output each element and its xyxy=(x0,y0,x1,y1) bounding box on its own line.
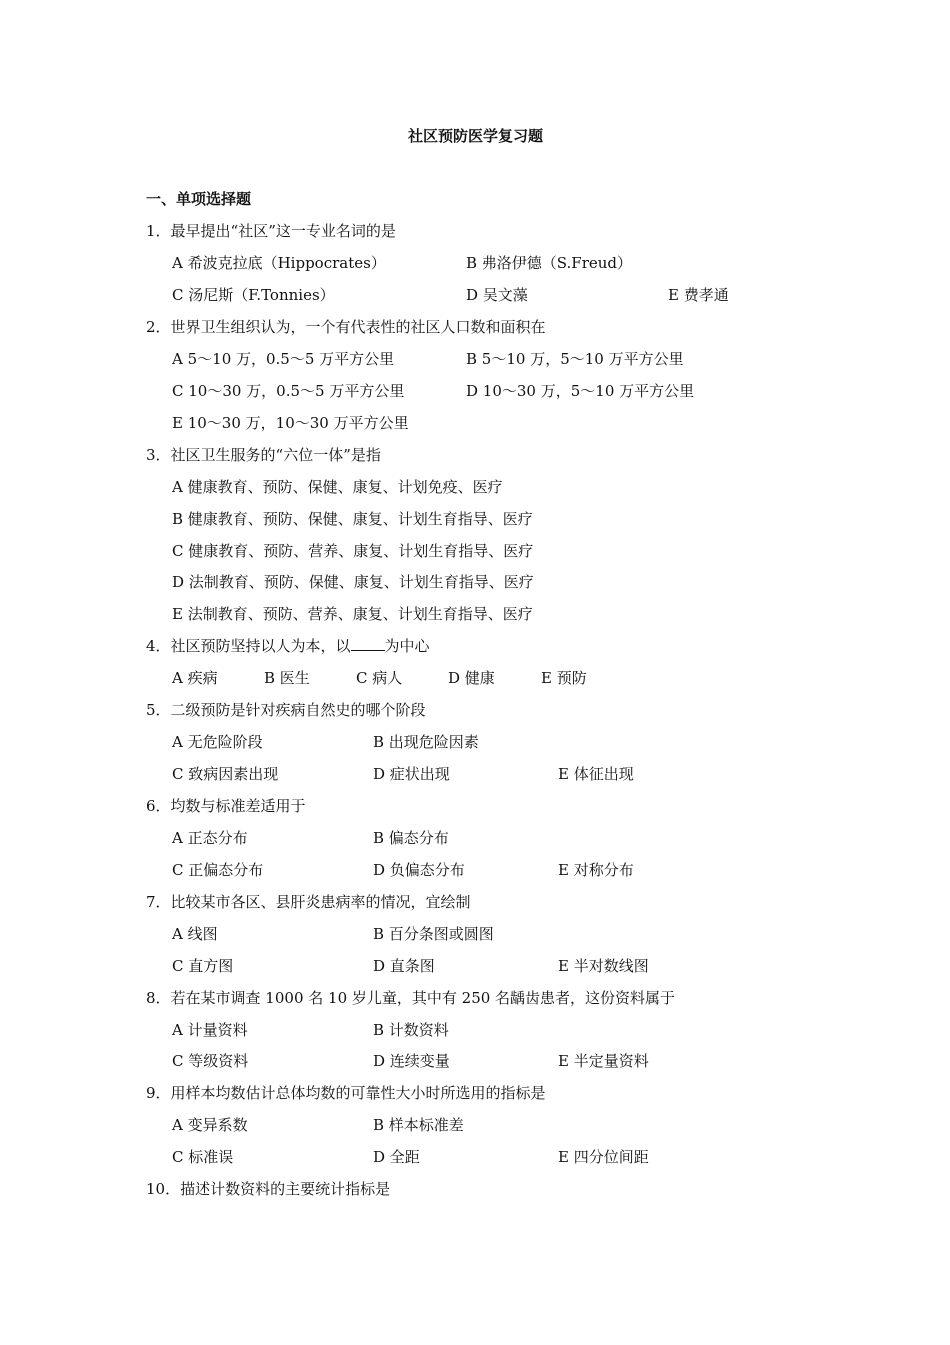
question-6-option-d: D 负偏态分布 xyxy=(373,861,465,879)
question-4-option-d: D 健康 xyxy=(448,669,495,687)
question-7-option-d: D 直条图 xyxy=(373,957,435,975)
question-8-option-e: E 半定量资料 xyxy=(558,1052,649,1070)
question-3-option-c: C 健康教育、预防、营养、康复、计划生育指导、医疗 xyxy=(172,542,534,560)
question-5-option-d: D 症状出现 xyxy=(373,765,450,783)
question-1-stem: 1．最早提出“社区”这一专业名词的是 xyxy=(146,222,396,240)
question-4-stem-after: 为中心 xyxy=(384,637,430,655)
question-4-stem-before: 4．社区预防坚持以人为本，以 xyxy=(146,637,351,655)
question-8-option-c: C 等级资料 xyxy=(172,1052,249,1070)
question-3-option-a: A 健康教育、预防、保健、康复、计划免疫、医疗 xyxy=(172,478,503,496)
question-6-option-a: A 正态分布 xyxy=(172,829,248,847)
question-3-option-d: D 法制教育、预防、保健、康复、计划生育指导、医疗 xyxy=(172,573,534,591)
question-7-option-c: C 直方图 xyxy=(172,957,234,975)
question-8-stem: 8．若在某市调查 1000 名 10 岁儿童，其中有 250 名龋齿患者，这份资料属于 xyxy=(146,989,676,1007)
question-1-option-c: C 汤尼斯（F.Tonnies） xyxy=(172,286,335,304)
question-2-stem: 2．世界卫生组织认为，一个有代表性的社区人口数和面积在 xyxy=(146,318,546,336)
section-heading: 一、单项选择题 xyxy=(146,190,252,208)
question-4-option-b: B 医生 xyxy=(264,669,310,687)
question-6-stem: 6．均数与标准差适用于 xyxy=(146,797,306,815)
question-2-option-d: D 10～30 万，5～10 万平方公里 xyxy=(466,382,695,400)
question-3-option-b: B 健康教育、预防、保健、康复、计划生育指导、医疗 xyxy=(172,510,533,528)
question-5-option-e: E 体征出现 xyxy=(558,765,634,783)
question-2-option-e: E 10～30 万，10～30 万平方公里 xyxy=(172,414,409,432)
question-4-option-c: C 病人 xyxy=(356,669,403,687)
question-1-option-d: D 吴文藻 xyxy=(466,286,528,304)
question-2-option-c: C 10～30 万，0.5～5 万平方公里 xyxy=(172,382,405,400)
fill-in-blank xyxy=(351,636,385,651)
question-9-stem: 9．用样本均数估计总体均数的可靠性大小时所选用的指标是 xyxy=(146,1084,546,1102)
question-6-option-c: C 正偏态分布 xyxy=(172,861,264,879)
question-9-option-a: A 变异系数 xyxy=(172,1116,248,1134)
question-10-stem: 10．描述计数资料的主要统计指标是 xyxy=(146,1180,391,1198)
question-8-option-b: B 计数资料 xyxy=(373,1021,449,1039)
question-8-option-d: D 连续变量 xyxy=(373,1052,450,1070)
question-5-stem: 5．二级预防是针对疾病自然史的哪个阶段 xyxy=(146,701,426,719)
question-5-option-b: B 出现危险因素 xyxy=(373,733,479,751)
question-4-stem xyxy=(146,636,430,656)
question-9-option-d: D 全距 xyxy=(373,1148,420,1166)
question-2-option-a: A 5～10 万，0.5～5 万平方公里 xyxy=(172,350,395,368)
question-4-option-a: A 疾病 xyxy=(172,669,218,687)
question-5-option-a: A 无危险阶段 xyxy=(172,733,263,751)
question-9-option-b: B 样本标准差 xyxy=(373,1116,464,1134)
question-5-option-c: C 致病因素出现 xyxy=(172,765,279,783)
question-3-option-e: E 法制教育、预防、营养、康复、计划生育指导、医疗 xyxy=(172,605,533,623)
question-7-option-a: A 线图 xyxy=(172,925,218,943)
question-9-option-e: E 四分位间距 xyxy=(558,1148,649,1166)
question-8-option-a: A 计量资料 xyxy=(172,1021,248,1039)
question-1-option-b: B 弗洛伊德（S.Freud） xyxy=(466,254,633,272)
question-4-option-e: E 预防 xyxy=(541,669,587,687)
question-3-stem: 3．社区卫生服务的“六位一体”是指 xyxy=(146,446,381,464)
document-title: 社区预防医学复习题 xyxy=(408,127,544,145)
question-1-option-e: E 费孝通 xyxy=(668,286,729,304)
question-9-option-c: C 标准误 xyxy=(172,1148,234,1166)
question-7-stem: 7．比较某市各区、县肝炎患病率的情况，宜绘制 xyxy=(146,893,471,911)
question-7-option-e: E 半对数线图 xyxy=(558,957,649,975)
question-1-option-a: A 希波克拉底（Hippocrates） xyxy=(172,254,386,272)
question-6-option-e: E 对称分布 xyxy=(558,861,634,879)
question-2-option-b: B 5～10 万，5～10 万平方公里 xyxy=(466,350,684,368)
question-7-option-b: B 百分条图或圆图 xyxy=(373,925,494,943)
question-6-option-b: B 偏态分布 xyxy=(373,829,449,847)
